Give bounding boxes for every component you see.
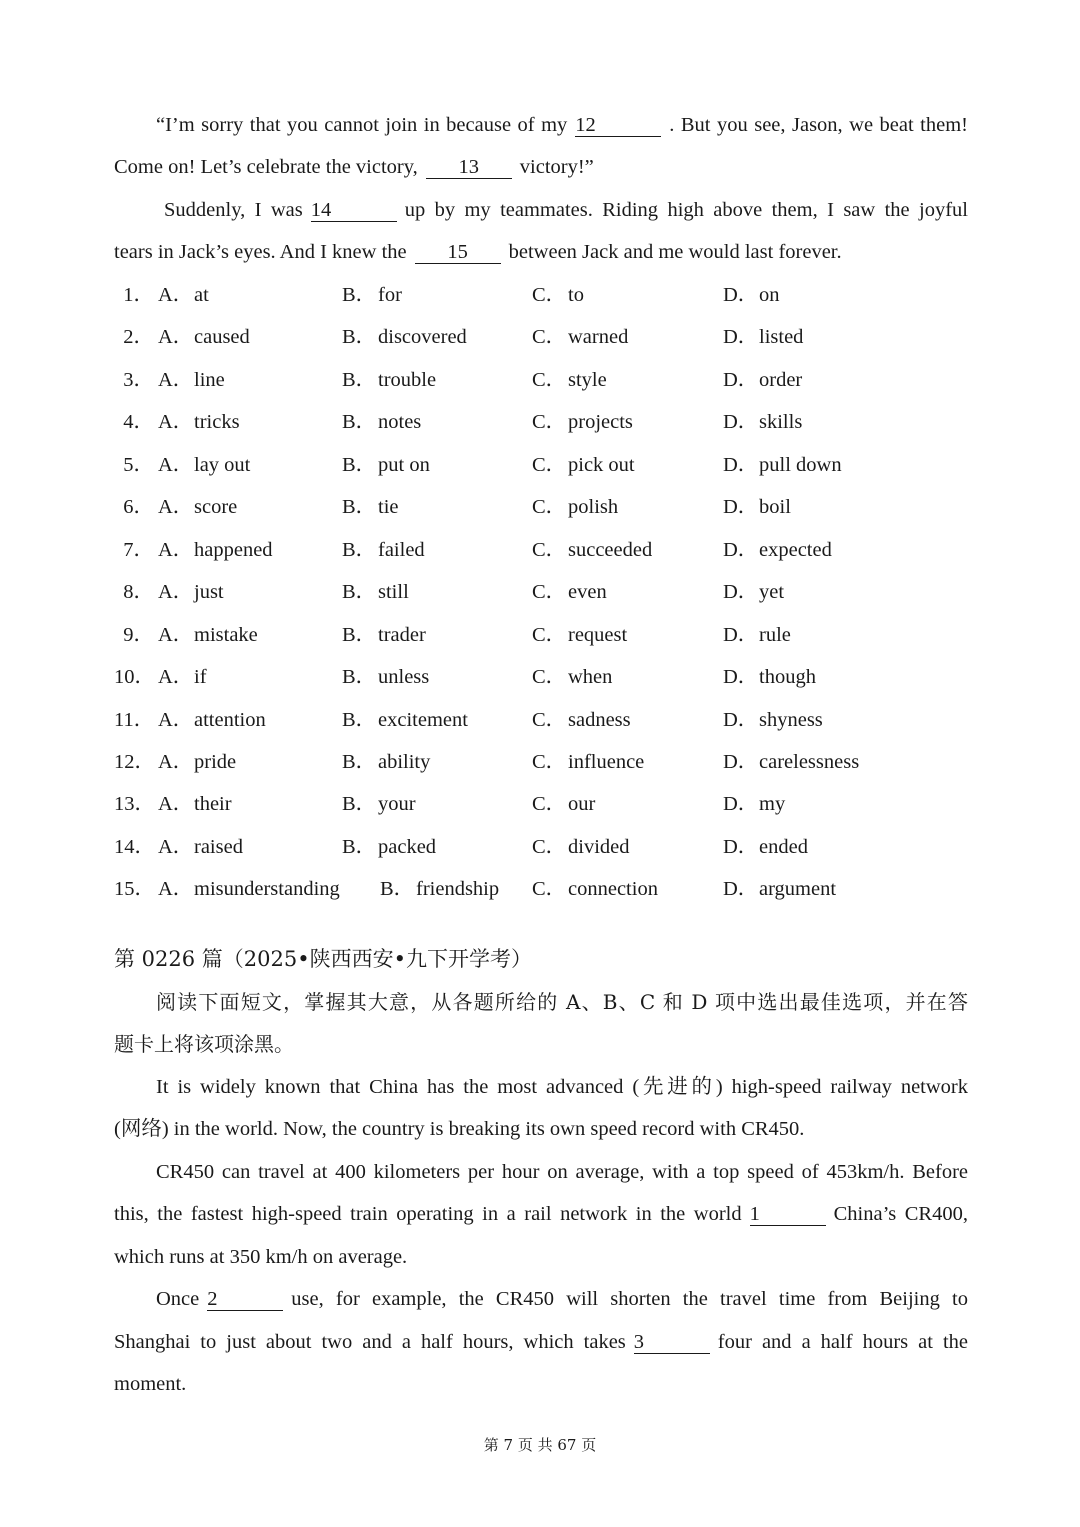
text-segment: Come on! Let’s celebrate the victory, (114, 156, 418, 178)
option-letter: D． (723, 411, 759, 433)
text-segment: Suddenly, I was (164, 199, 303, 221)
option-text: notes (378, 411, 422, 433)
option-letter: D． (723, 326, 759, 348)
option-text: on (759, 284, 780, 306)
option-a[interactable] (158, 409, 240, 435)
option-text: mistake (194, 624, 258, 646)
option-text: sadness (568, 709, 631, 731)
option-d[interactable] (723, 409, 802, 435)
blank-12: 12 (575, 114, 661, 137)
blank-15: 15 (415, 241, 501, 264)
option-letter: B． (342, 836, 377, 858)
option-letter: C． (532, 539, 567, 561)
option-letter: B． (342, 326, 377, 348)
option-a[interactable] (158, 834, 243, 860)
page-footer: 第 7 页 共 67 页 (483, 1436, 597, 1454)
option-c[interactable] (532, 537, 652, 563)
option-text: just (194, 581, 224, 603)
option-letter: D． (723, 836, 759, 858)
option-a[interactable] (158, 537, 273, 563)
option-letter: D． (723, 878, 759, 900)
option-text: score (194, 496, 238, 518)
passage2-line: moment. (114, 1373, 187, 1395)
option-letter: B． (342, 539, 377, 561)
option-a[interactable] (158, 367, 225, 393)
text-segment: “I’m sorry that you cannot join in because of my (156, 114, 568, 136)
option-d[interactable] (723, 537, 832, 563)
option-letter: A． (158, 878, 194, 900)
option-text: influence (568, 751, 645, 773)
option-text: listed (759, 326, 804, 348)
option-d[interactable] (723, 579, 784, 605)
option-b[interactable] (342, 494, 399, 520)
option-c[interactable] (532, 664, 612, 690)
option-text: misunderstanding (194, 878, 340, 900)
passage2-line (114, 1329, 968, 1355)
option-b[interactable] (342, 324, 467, 350)
option-d[interactable] (723, 749, 859, 775)
option-letter: C． (532, 411, 567, 433)
option-a[interactable] (158, 622, 258, 648)
passage2-line: CR450 can travel at 400 kilometers per hour on average, with a top speed of 453km/h. Before (156, 1161, 968, 1183)
option-b[interactable] (342, 664, 429, 690)
text-segment: tears in Jack’s eyes. And I knew the (114, 241, 407, 263)
option-text: divided (568, 836, 630, 858)
option-text: yet (759, 581, 785, 603)
passage1-line (156, 112, 968, 138)
option-text: their (194, 793, 232, 815)
option-text: put on (378, 454, 430, 476)
option-text: warned (568, 326, 629, 348)
passage2-line: It is widely known that China has the most advanced (先进的) high-speed railway network (156, 1076, 968, 1098)
option-letter: C． (532, 751, 567, 773)
option-letter: D． (723, 751, 759, 773)
option-b[interactable] (342, 834, 436, 860)
option-letter: B． (342, 793, 377, 815)
option-text: polish (568, 496, 619, 518)
option-text: shyness (759, 709, 823, 731)
option-letter: D． (723, 454, 759, 476)
option-letter: D． (723, 793, 759, 815)
text-segment: four and a half hours at the (717, 1331, 968, 1353)
text-segment: China’s CR400, (833, 1203, 968, 1225)
question-number: 15． (114, 878, 155, 900)
option-a[interactable] (158, 664, 207, 690)
option-c[interactable] (532, 409, 633, 435)
option-d[interactable] (723, 282, 780, 308)
passage1-line (114, 239, 842, 265)
option-text: to (568, 284, 584, 306)
option-letter: C． (532, 581, 567, 603)
text-segment: victory!” (519, 156, 594, 178)
question-number: 1． (123, 284, 154, 306)
option-letter: D． (723, 624, 759, 646)
passage1-line (164, 197, 968, 223)
option-d[interactable] (723, 452, 842, 478)
question-number: 5． (123, 454, 154, 476)
option-letter: D． (723, 539, 759, 561)
option-a[interactable] (158, 579, 224, 605)
option-a[interactable] (158, 452, 250, 478)
option-letter: A． (158, 751, 194, 773)
option-text: if (194, 666, 207, 688)
option-text: ended (759, 836, 808, 858)
option-d[interactable] (723, 324, 803, 350)
question-number: 2． (123, 326, 154, 348)
option-text: when (568, 666, 613, 688)
option-text: trouble (378, 369, 437, 391)
option-letter: C． (532, 709, 567, 731)
option-c[interactable] (532, 282, 584, 308)
option-letter: A． (158, 284, 194, 306)
option-letter: C． (532, 624, 567, 646)
passage2-line (114, 1201, 968, 1227)
option-c[interactable] (532, 707, 631, 733)
question-number: 12． (114, 751, 155, 773)
option-text: expected (759, 539, 832, 561)
option-letter: B． (342, 496, 377, 518)
option-d[interactable] (723, 367, 802, 393)
option-a[interactable] (158, 749, 236, 775)
option-text: tricks (194, 411, 240, 433)
option-letter: C． (532, 284, 567, 306)
option-text: discovered (378, 326, 467, 348)
question-number: 7． (123, 539, 154, 561)
option-text: line (194, 369, 225, 391)
option-letter: B． (342, 751, 377, 773)
blank-13: 13 (426, 156, 512, 179)
option-text: unless (378, 666, 430, 688)
option-c[interactable] (532, 324, 628, 350)
option-letter: B． (342, 581, 377, 603)
option-letter: C． (532, 793, 567, 815)
question-number: 9． (123, 624, 154, 646)
option-letter: A． (158, 624, 194, 646)
passage2-line (156, 1286, 968, 1312)
option-text: your (378, 793, 416, 815)
option-text: pick out (568, 454, 635, 476)
option-text: friendship (416, 878, 500, 900)
option-c[interactable] (532, 834, 630, 860)
option-text: boil (759, 496, 791, 518)
option-letter: B． (342, 369, 377, 391)
option-text: pull down (759, 454, 842, 476)
option-c[interactable] (532, 367, 607, 393)
option-letter: C． (532, 369, 567, 391)
option-letter: B． (342, 411, 377, 433)
option-a[interactable] (158, 791, 232, 817)
option-text: skills (759, 411, 803, 433)
option-d[interactable] (723, 707, 823, 733)
text-segment: Shanghai to just about two and a half hours, which takes (114, 1331, 626, 1353)
option-letter: C． (532, 836, 567, 858)
text-segment: this, the fastest high-speed train operating in a rail network in the world (114, 1203, 742, 1225)
option-text: tie (378, 496, 399, 518)
option-letter: A． (158, 581, 194, 603)
option-letter: D． (723, 666, 759, 688)
option-text: caused (194, 326, 250, 348)
option-b[interactable] (342, 707, 468, 733)
option-text: even (568, 581, 607, 603)
option-letter: A． (158, 411, 194, 433)
question-number: 11． (114, 709, 155, 731)
option-letter: D． (723, 369, 759, 391)
option-letter: A． (158, 709, 194, 731)
option-d[interactable] (723, 622, 791, 648)
option-text: trader (378, 624, 426, 646)
option-text: pride (194, 751, 237, 773)
option-text: connection (568, 878, 658, 900)
option-letter: A． (158, 666, 194, 688)
option-b[interactable] (342, 367, 436, 393)
option-b[interactable] (342, 282, 402, 308)
option-letter: D． (723, 284, 759, 306)
option-b[interactable] (342, 537, 425, 563)
instruction-line: 题卡上将该项涂黑。 (114, 1032, 294, 1056)
option-c[interactable] (532, 876, 658, 902)
option-letter: A． (158, 539, 194, 561)
option-d[interactable] (723, 834, 808, 860)
option-text: my (759, 793, 786, 815)
text-segment: use, for example, the CR450 will shorten the travel time from Beijing to (291, 1288, 968, 1310)
blank-3: 3 (634, 1331, 710, 1354)
text-segment: . But you see, Jason, we beat them! (669, 114, 968, 136)
question-number: 10． (114, 666, 155, 688)
option-text: still (378, 581, 409, 603)
question-number: 6． (123, 496, 154, 518)
option-text: packed (378, 836, 437, 858)
text-segment: between Jack and me would last forever. (508, 241, 842, 263)
option-text: raised (194, 836, 243, 858)
option-b[interactable] (342, 452, 430, 478)
option-a[interactable] (158, 707, 266, 733)
option-text: though (759, 666, 816, 688)
option-text: excitement (378, 709, 468, 731)
option-a[interactable] (158, 282, 209, 308)
option-letter: A． (158, 454, 194, 476)
option-text: ability (378, 751, 431, 773)
option-a[interactable] (158, 494, 237, 520)
blank-2: 2 (207, 1288, 283, 1311)
blank-14: 14 (311, 199, 397, 222)
option-c[interactable] (532, 622, 627, 648)
option-b[interactable] (342, 622, 426, 648)
option-b[interactable] (380, 876, 499, 902)
option-letter: D． (723, 581, 759, 603)
option-d[interactable] (723, 664, 816, 690)
option-text: at (194, 284, 209, 306)
option-d[interactable] (723, 791, 785, 817)
question-number: 3． (123, 369, 154, 391)
option-a[interactable] (158, 324, 250, 350)
option-c[interactable] (532, 494, 618, 520)
option-letter: A． (158, 496, 194, 518)
question-number: 13． (114, 793, 155, 815)
question-number: 4． (123, 411, 154, 433)
option-c[interactable] (532, 579, 607, 605)
option-letter: B． (342, 709, 377, 731)
option-letter: C． (532, 326, 567, 348)
option-d[interactable] (723, 494, 791, 520)
option-letter: A． (158, 793, 194, 815)
option-letter: C． (532, 666, 567, 688)
option-text: rule (759, 624, 791, 646)
blank-1: 1 (750, 1203, 826, 1226)
option-b[interactable] (342, 409, 421, 435)
passage2-line: (网络) in the world. Now, the country is breaking its own speed record with CR450. (114, 1118, 805, 1140)
section-heading: 第 0226 篇（2025•陕西西安•九下开学考） (114, 947, 533, 971)
option-c[interactable] (532, 749, 644, 775)
option-text: argument (759, 878, 837, 900)
option-text: order (759, 369, 803, 391)
option-b[interactable] (342, 749, 430, 775)
option-letter: A． (158, 326, 194, 348)
option-text: for (378, 284, 402, 306)
instruction-line: 阅读下面短文，掌握其大意，从各题所给的 A、B、C 和 D 项中选出最佳选项，并在答 (156, 990, 968, 1014)
option-letter: C． (532, 878, 567, 900)
option-letter: C． (532, 454, 567, 476)
text-segment: Once (156, 1288, 200, 1310)
option-text: attention (194, 709, 266, 731)
option-letter: B． (380, 878, 415, 900)
option-letter: C． (532, 496, 567, 518)
option-letter: D． (723, 709, 759, 731)
option-c[interactable] (532, 791, 595, 817)
option-a[interactable] (158, 876, 340, 902)
option-text: failed (378, 539, 425, 561)
option-letter: B． (342, 454, 377, 476)
option-text: request (568, 624, 628, 646)
option-b[interactable] (342, 579, 409, 605)
option-c[interactable] (532, 452, 635, 478)
option-letter: B． (342, 624, 377, 646)
option-letter: A． (158, 369, 194, 391)
passage2-line: which runs at 350 km/h on average. (114, 1246, 408, 1268)
question-number: 8． (123, 581, 154, 603)
option-text: our (568, 793, 596, 815)
option-d[interactable] (723, 876, 836, 902)
option-letter: B． (342, 666, 377, 688)
option-letter: D． (723, 496, 759, 518)
passage1-line (114, 154, 594, 180)
option-text: style (568, 369, 607, 391)
option-letter: A． (158, 836, 194, 858)
option-text: succeeded (568, 539, 653, 561)
option-text: happened (194, 539, 273, 561)
option-text: lay out (194, 454, 251, 476)
option-b[interactable] (342, 791, 416, 817)
option-letter: B． (342, 284, 377, 306)
text-segment: up by my teammates. Riding high above them, I saw the joyful (404, 199, 968, 221)
option-text: projects (568, 411, 633, 433)
question-number: 14． (114, 836, 155, 858)
option-text: carelessness (759, 751, 860, 773)
